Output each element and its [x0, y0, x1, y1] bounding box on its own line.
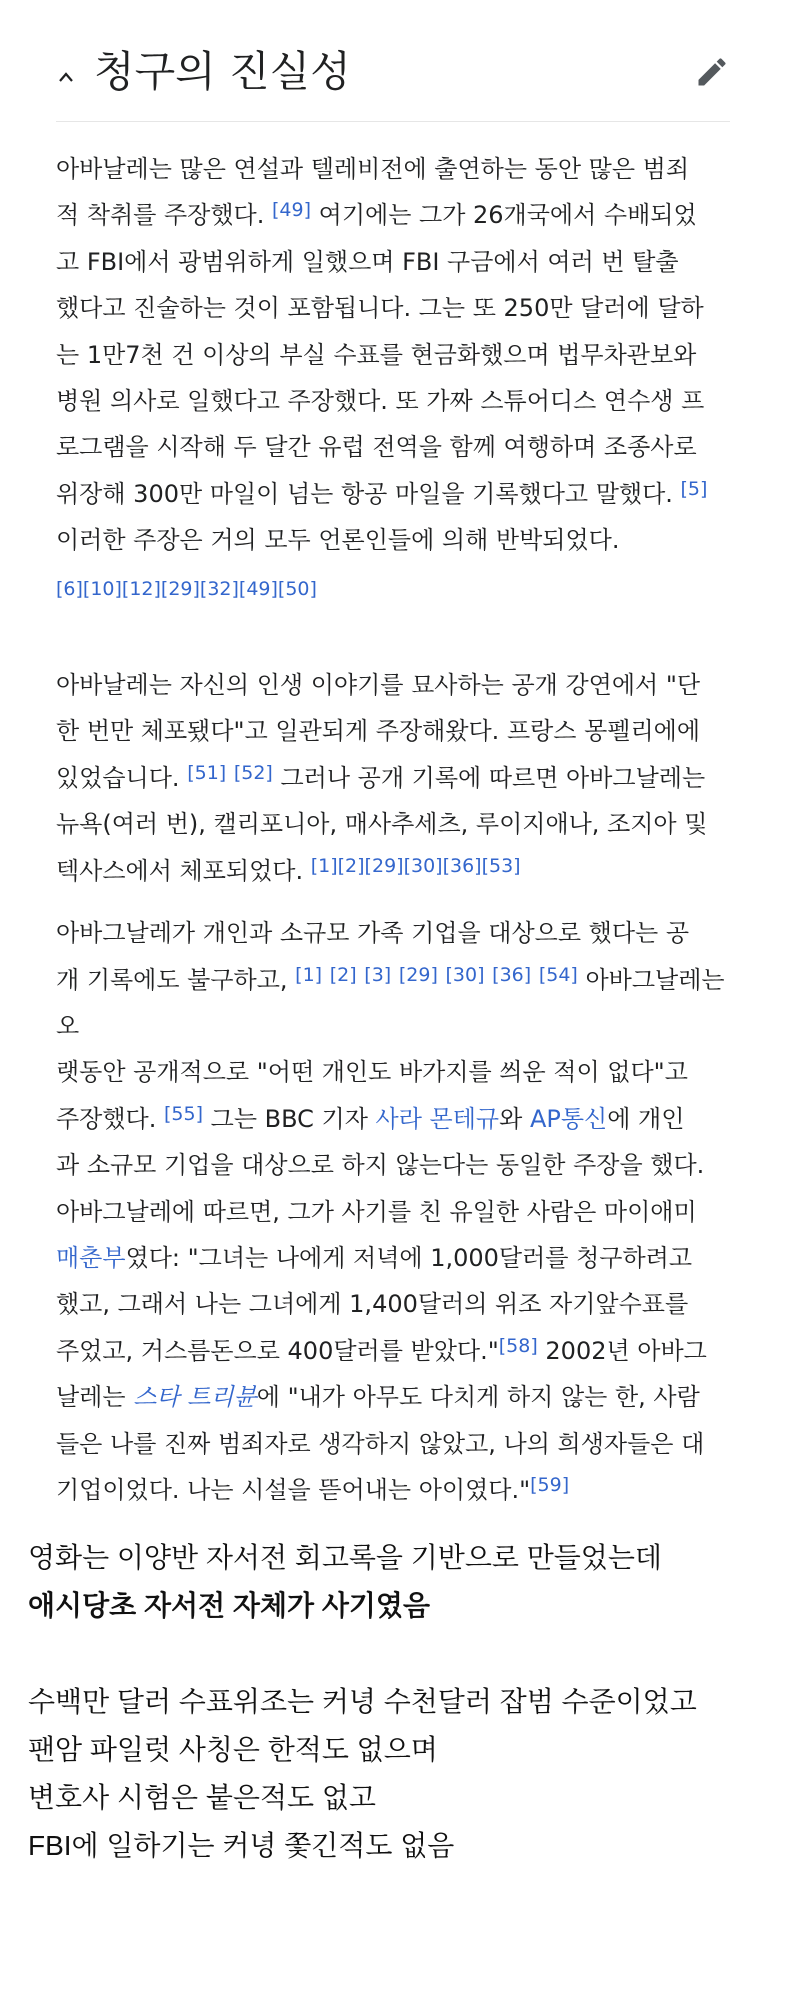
text-run: 병원 의사로 일했다고 주장했다. 또 가짜 스튜어디스 연수생 프 — [56, 387, 705, 416]
wiki-link[interactable]: 매춘부 — [56, 1243, 126, 1272]
wiki-link[interactable]: 사라 몬테규 — [375, 1104, 500, 1133]
citation-ref[interactable]: [5] — [680, 477, 708, 500]
paragraph-gap — [56, 610, 732, 662]
text-run: 있었습니다. — [56, 763, 188, 792]
citation-ref[interactable]: [58] — [498, 1334, 538, 1357]
citation-ref[interactable]: [36] — [492, 963, 532, 986]
text-run: 그는 BBC 기자 — [203, 1104, 376, 1133]
text-run: 아바날레는 많은 연설과 텔레비전에 출연하는 동안 많은 범죄 — [56, 155, 690, 183]
text-run: 랫동안 공개적으로 "어떤 개인도 바가지를 씌운 적이 없다"고 — [56, 1058, 688, 1087]
citation-ref[interactable]: [49] — [272, 199, 312, 222]
text-run: 아바그날레는 오 — [56, 965, 725, 1040]
text-run — [531, 966, 539, 994]
text-run: 에 개인 — [607, 1104, 685, 1133]
text-run: 2002년 아바그 — [537, 1336, 707, 1365]
commentary-line: 팬암 파일럿 사칭은 한적도 없으며 — [28, 1734, 438, 1765]
chevron-up-icon[interactable] — [58, 70, 74, 86]
text-run: 했고, 그래서 나는 그녀에게 1,400달러의 위조 자기앞수표를 — [56, 1290, 689, 1319]
text-run: 그러나 공개 기록에 따르면 아바그날레는 — [272, 763, 706, 792]
text-run: 뉴욕(여러 번), 캘리포니아, 매사추세츠, 루이지애나, 조지아 및 — [56, 810, 708, 839]
commentary-line: FBI에 일하기는 커녕 쫓긴적도 없음 — [28, 1830, 455, 1861]
text-run: 에 "내가 아무도 다치게 하지 않는 한, 사람 — [256, 1383, 700, 1412]
text-run — [322, 966, 330, 994]
text-run: 했다고 진술하는 것이 포함됩니다. 그는 또 250만 달러에 달하 — [56, 294, 704, 323]
wiki-link[interactable]: AP통신 — [529, 1104, 608, 1133]
text-run: 로그램을 시작해 두 달간 유럽 전역을 함께 여행하며 조종사로 — [56, 433, 697, 462]
citation-ref[interactable]: [3] — [364, 963, 392, 986]
text-run: 였다: "그녀는 나에게 저녁에 1,000달러를 청구하려고 — [125, 1243, 693, 1272]
paragraph-gap — [56, 894, 732, 910]
text-run: 개 기록에도 불구하고, — [56, 965, 296, 994]
text-run: 와 — [499, 1104, 530, 1133]
text-run — [438, 966, 446, 994]
wiki-link[interactable]: 스타 트리뷴 — [133, 1383, 257, 1412]
citation-ref[interactable]: [29] — [398, 963, 438, 986]
section-header — [56, 30, 730, 122]
text-run: 들은 나를 진짜 범죄자로 생각하지 않았고, 나의 희생자들은 대 — [56, 1429, 705, 1458]
citation-ref[interactable]: [52] — [233, 761, 273, 784]
commentary-line: 변호사 시험은 붙은적도 없고 — [28, 1782, 376, 1813]
section-title: 청구의 진실성 — [94, 47, 351, 96]
text-run — [226, 764, 234, 792]
commentary-spacer — [28, 1630, 768, 1678]
text-run: 텍사스에서 체포되었다. — [56, 856, 311, 885]
text-run: 여기에는 그가 26개국에서 수배되었 — [311, 201, 697, 230]
text-run: 위장해 300만 마일이 넘는 항공 마일을 기록했다고 말했다. — [56, 479, 681, 508]
commentary-block — [28, 1534, 768, 1870]
commentary-line: 영화는 이양반 자서전 회고록을 기반으로 만들었는데 — [28, 1542, 662, 1573]
paragraph — [56, 146, 732, 610]
paragraph — [56, 662, 732, 894]
text-run: 는 1만7천 건 이상의 부실 수표를 현금화했으며 법무차관보와 — [56, 340, 697, 369]
text-run: 적 착취를 주장했다. — [56, 201, 272, 230]
commentary-line-bold: 애시당초 자서전 자체가 사기였음 — [28, 1590, 431, 1621]
text-run: 아바날레는 자신의 인생 이야기를 묘사하는 공개 강연에서 "단 — [56, 671, 701, 700]
citation-ref[interactable]: [54] — [538, 963, 578, 986]
text-run: 아바그날레에 따르면, 그가 사기를 친 유일한 사람은 마이애미 — [56, 1197, 697, 1226]
text-run — [391, 966, 399, 994]
text-run: 주장했다. — [56, 1104, 164, 1133]
citation-ref[interactable]: [30] — [445, 963, 485, 986]
text-run: 주었고, 거스름돈으로 400달러를 받았다." — [56, 1336, 499, 1365]
citation-ref[interactable]: [1] — [295, 963, 323, 986]
citation-ref[interactable]: [2] — [329, 963, 357, 986]
text-run: 고 FBI에서 광범위하게 일했으며 FBI 구금에서 여러 번 탈출 — [56, 247, 679, 276]
text-run: 기업이었다. 나는 시설을 뜯어내는 아이였다." — [56, 1475, 531, 1504]
text-run: 과 소규모 기업을 대상으로 하지 않는다는 동일한 주장을 했다. — [56, 1151, 705, 1180]
text-run: 한 번만 체포됐다"고 일관되게 주장해왔다. 프랑스 몽펠리에에 — [56, 717, 701, 746]
text-run: 날레는 — [56, 1383, 134, 1412]
citation-ref[interactable]: [55] — [164, 1102, 204, 1125]
text-run: 이러한 주장은 거의 모두 언론인들에 의해 반박되었다. — [56, 526, 620, 555]
text-run: 아바그날레가 개인과 소규모 가족 기업을 대상으로 했다는 공 — [56, 919, 690, 948]
citation-ref-group[interactable]: [6][10][12][29][32][49][50] — [56, 577, 317, 600]
citation-ref[interactable]: [1][2][29][30][36][53] — [310, 854, 521, 877]
paragraph — [56, 910, 732, 1513]
article-body — [56, 146, 732, 1513]
citation-ref[interactable]: [51] — [187, 761, 227, 784]
citation-ref[interactable]: [59] — [530, 1473, 570, 1496]
pencil-icon[interactable] — [694, 54, 730, 90]
commentary-line: 수백만 달러 수표위조는 커녕 수천달러 잡범 수준이었고 — [28, 1686, 697, 1717]
